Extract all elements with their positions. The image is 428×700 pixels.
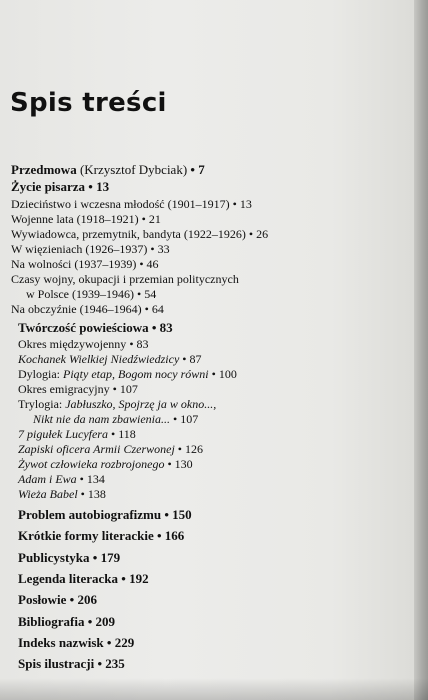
toc-entry-illustrations: Spis ilustracji • 235 xyxy=(18,656,125,671)
toc-entry: W więzieniach (1926–1937) • 33 xyxy=(11,242,170,256)
toc-entry: Kochanek Wielkiej Niedźwiedzicy • 87 xyxy=(18,352,202,366)
toc-entry: Nikt nie da nam zbawienia... • 107 xyxy=(33,412,199,426)
toc-entry: Żywot człowieka rozbrojonego • 130 xyxy=(18,457,193,471)
toc-entry-autobiography: Problem autobiografizmu • 150 xyxy=(18,507,192,522)
toc-entry: Dzieciństwo i wczesna młodość (1901–1917) • 13 xyxy=(11,197,252,211)
toc-entry: Dylogia: Piąty etap, Bogom nocy równi • 100 xyxy=(18,367,237,381)
page-edge xyxy=(414,0,428,700)
toc-entry: Na wolności (1937–1939) • 46 xyxy=(11,257,159,271)
toc-entry-journalism: Publicystyka • 179 xyxy=(18,550,121,565)
toc-entry: Adam i Ewa • 134 xyxy=(18,472,105,486)
toc-entry-short-forms: Krótkie formy literackie • 166 xyxy=(18,528,185,543)
toc-entry: 7 pigułek Lucyfera • 118 xyxy=(18,427,136,441)
page-title: Spis treści xyxy=(10,88,167,118)
toc-entry: Wojenne lata (1918–1921) • 21 xyxy=(11,212,161,226)
toc-entry: Trylogia: Jabłuszko, Spojrzę ja w okno..., xyxy=(18,397,217,411)
toc-entry-life: Życie pisarza • 13 xyxy=(11,179,110,194)
toc-entry: Okres emigracyjny • 107 xyxy=(18,382,138,396)
toc-entry-bibliography: Bibliografia • 209 xyxy=(18,614,116,629)
toc-entry: Wywiadowca, przemytnik, bandyta (1922–1926) • 26 xyxy=(11,227,269,241)
toc-entry: Na obczyźnie (1946–1964) • 64 xyxy=(11,302,164,316)
bottom-shadow xyxy=(0,678,428,700)
toc-entry-novels: Twórczość powieściowa • 83 xyxy=(18,320,173,335)
toc-entry: Czasy wojny, okupacji i przemian politycznych xyxy=(11,272,239,286)
toc-entry: Zapiski oficera Armii Czerwonej • 126 xyxy=(18,442,203,456)
toc-entry-afterword: Posłowie • 206 xyxy=(18,592,97,607)
toc-entry-index: Indeks nazwisk • 229 xyxy=(18,635,135,650)
toc-entry-preface: Przedmowa (Krzysztof Dybciak) • 7 xyxy=(11,162,205,177)
toc-entry: Okres międzywojenny • 83 xyxy=(18,337,149,351)
toc-entry-legend: Legenda literacka • 192 xyxy=(18,571,149,586)
toc-entry: w Polsce (1939–1946) • 54 xyxy=(26,287,157,301)
toc-entry: Wieża Babel • 138 xyxy=(18,487,106,501)
